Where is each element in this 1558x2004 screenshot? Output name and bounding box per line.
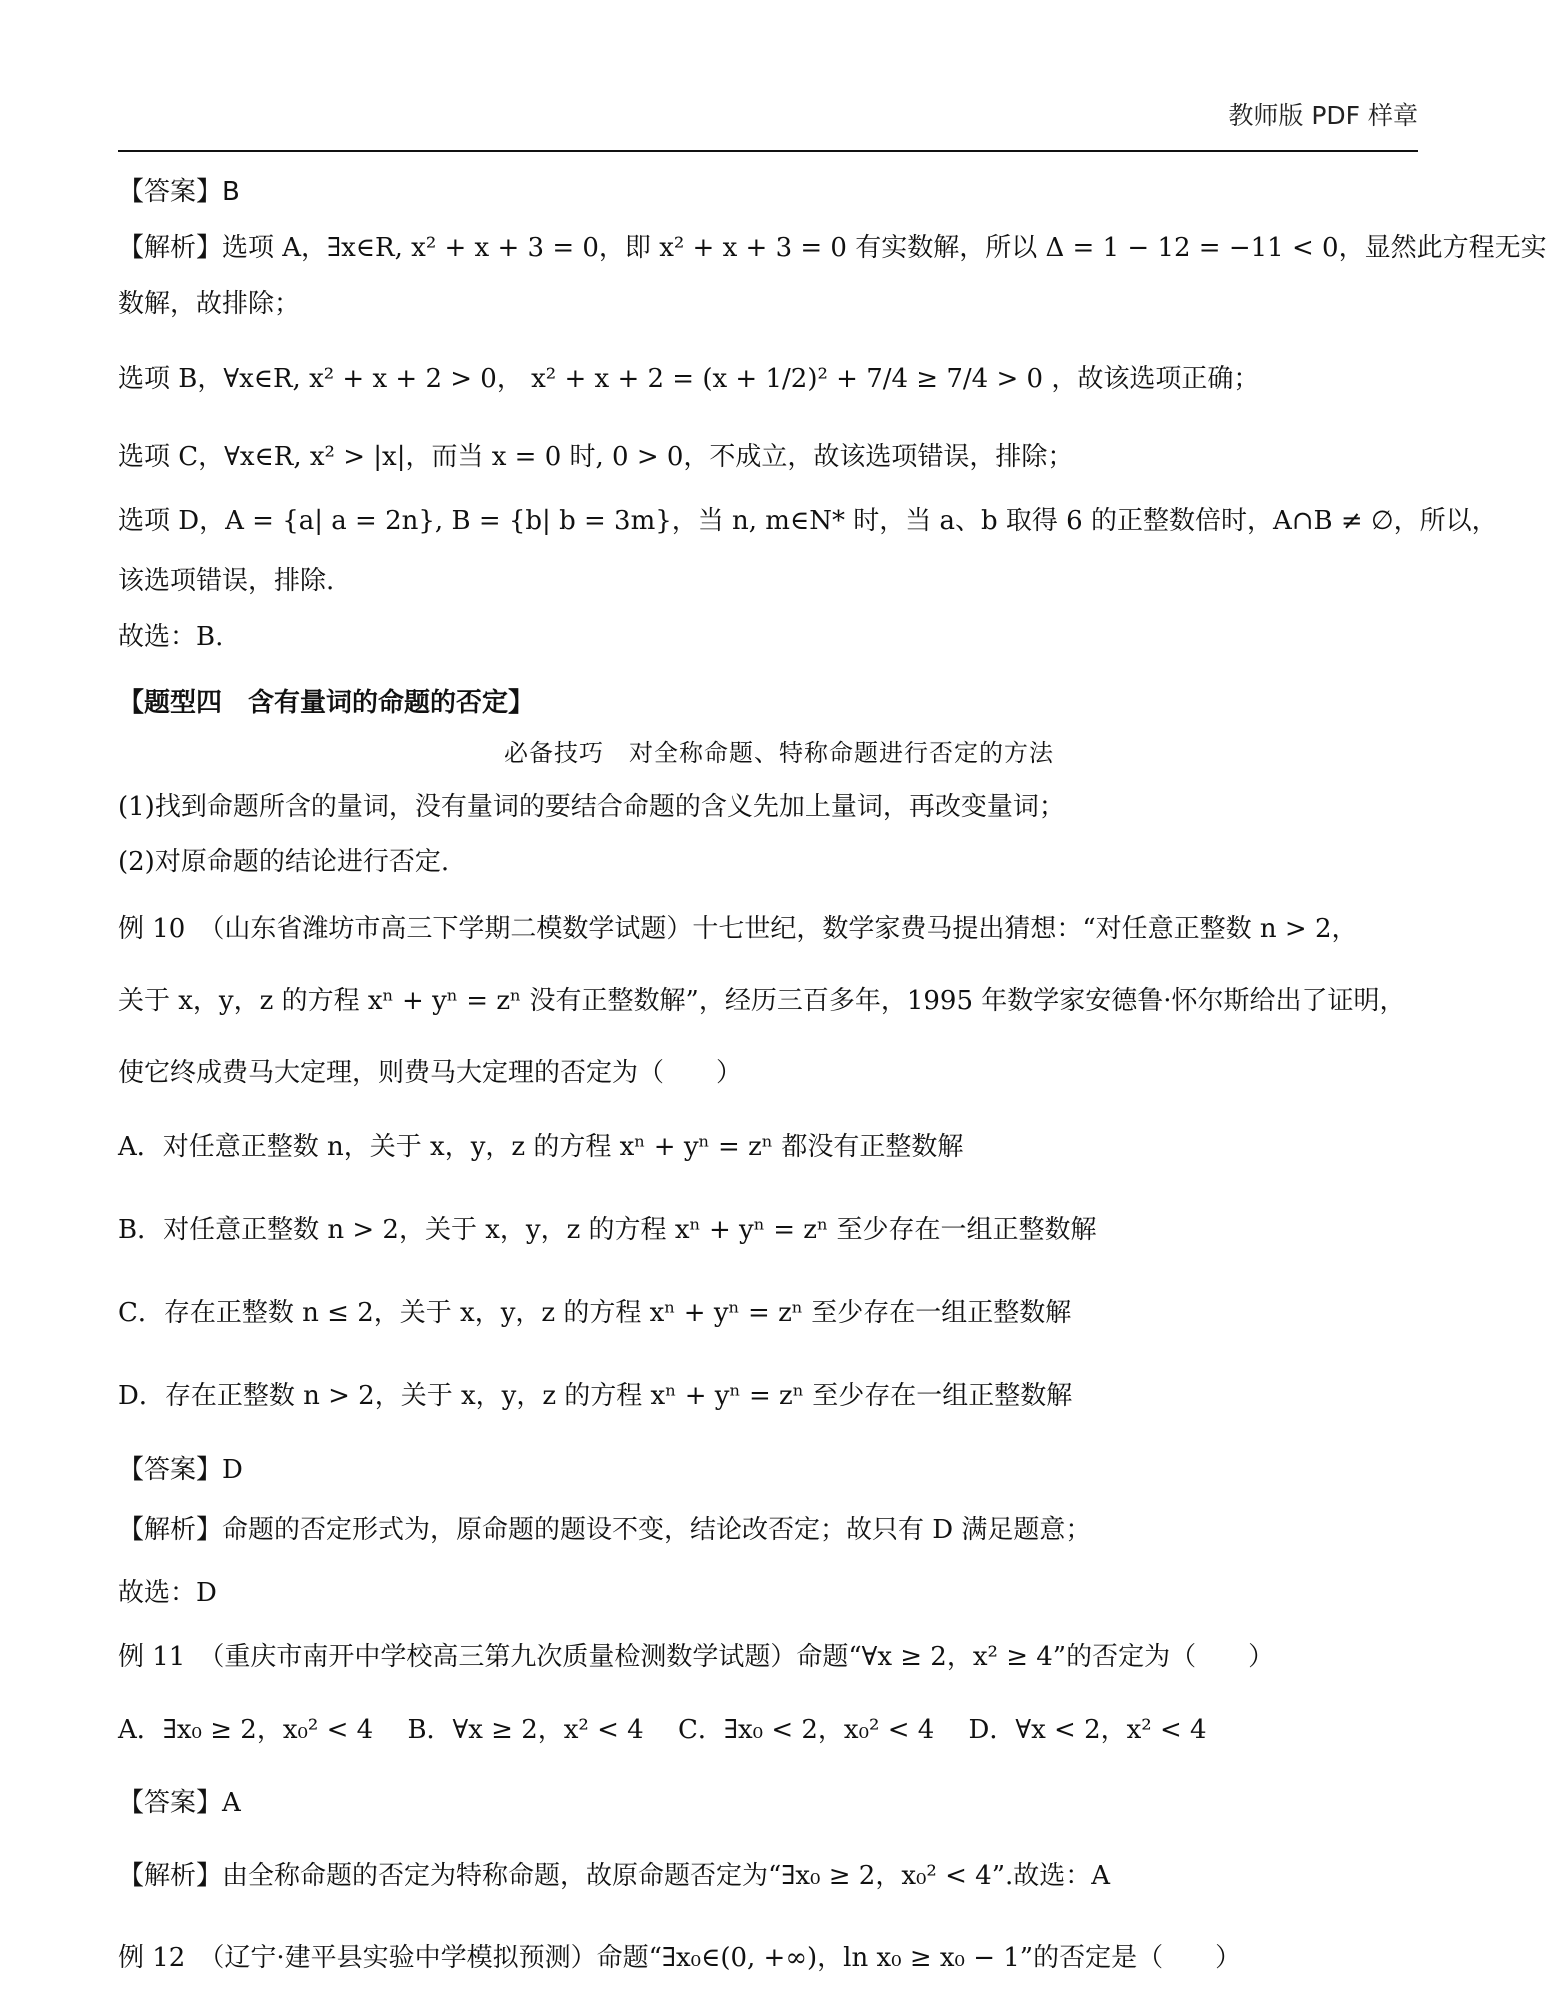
example-12-stem: 例 12 （辽宁·建平县实验中学模拟预测）命题“∃x₀∈(0, +∞)，ln x₀ ≥ x₀ − 1”的否定是（ ） (118, 1943, 1242, 1973)
page-header-label: 教师版 PDF 样章 (1228, 101, 1418, 130)
option-c-analysis: 选项 C，∀x∈R, x² > |x|，而当 x = 0 时, 0 > 0，不成立，故该选项错误，排除； (118, 442, 1074, 472)
option-a: A．对任意正整数 n，关于 x，y，z 的方程 xⁿ + yⁿ = zⁿ 都没有正整数解 (118, 1132, 964, 1162)
example-11-stem: 例 11 （重庆市南开中学校高三第九次质量检测数学试题）命题“∀x ≥ 2，x² ≥ 4”的否定为（ ） (118, 1642, 1275, 1672)
choose-answer: 故选：D (118, 1578, 217, 1608)
option-d-analysis: 选项 D，A = {a| a = 2n}, B = {b| b = 3m}，当 n, m∈N* 时，当 a、b 取得 6 的正整数倍时，A∩B ≠ ∅，所以， (118, 506, 1498, 536)
option-b-analysis: 选项 B，∀x∈R, x² + x + 2 > 0， x² + x + 2 = (x + 1/2)² + 7/4 ≥ 7/4 > 0 ，故该选项正确； (118, 364, 1260, 394)
example-10-stem: 关于 x，y，z 的方程 xⁿ + yⁿ = zⁿ 没有正整数解”，经历三百多年，1995 年数学家安德鲁·怀尔斯给出了证明， (118, 986, 1406, 1016)
choose-answer: 故选：B. (118, 622, 224, 652)
option-c: C．存在正整数 n ≤ 2，关于 x，y，z 的方程 xⁿ + yⁿ = zⁿ 至少存在一组正整数解 (118, 1298, 1072, 1328)
example-11-options: A．∃x₀ ≥ 2，x₀² < 4 B．∀x ≥ 2，x² < 4 C．∃x₀ < 2，x₀² < 4 D．∀x < 2，x² < 4 (118, 1715, 1207, 1745)
answer-label: 【答案】D (118, 1455, 243, 1485)
example-10-stem: 使它终成费马大定理，则费马大定理的否定为（ ） (118, 1058, 743, 1088)
answer-label: 【答案】B (118, 177, 240, 207)
tip-step: (2)对原命题的结论进行否定. (118, 847, 450, 877)
analysis-line: 数解，故排除； (118, 289, 301, 319)
example-10-stem: 例 10 （山东省潍坊市高三下学期二模数学试题）十七世纪，数学家费马提出猜想：“对任意正整数 n > 2， (118, 914, 1358, 944)
option-b: B．对任意正整数 n > 2，关于 x，y，z 的方程 xⁿ + yⁿ = zⁿ 至少存在一组正整数解 (118, 1215, 1097, 1245)
section-heading: 【题型四 含有量词的命题的否定】 (118, 688, 535, 718)
option-d: D．存在正整数 n > 2，关于 x，y，z 的方程 xⁿ + yⁿ = zⁿ 至少存在一组正整数解 (118, 1381, 1073, 1411)
analysis-line: 【解析】选项 A，∃x∈R, x² + x + 3 = 0，即 x² + x + 3 = 0 有实数解，所以 Δ = 1 − 12 = −11 < 0，显然此方程无实 (118, 233, 1547, 263)
tip-heading: 必备技巧 对全称命题、特称命题进行否定的方法 (504, 739, 1054, 767)
analysis-line: 【解析】由全称命题的否定为特称命题，故原命题否定为“∃x₀ ≥ 2，x₀² < 4”.故选：A (118, 1861, 1111, 1891)
header-rule (118, 150, 1418, 152)
answer-label: 【答案】A (118, 1788, 241, 1818)
analysis-line: 该选项错误，排除. (118, 566, 335, 596)
analysis-line: 【解析】命题的否定形式为，原命题的题设不变，结论改否定；故只有 D 满足题意； (118, 1515, 1092, 1545)
tip-step: (1)找到命题所含的量词，没有量词的要结合命题的含义先加上量词，再改变量词； (118, 792, 1065, 822)
